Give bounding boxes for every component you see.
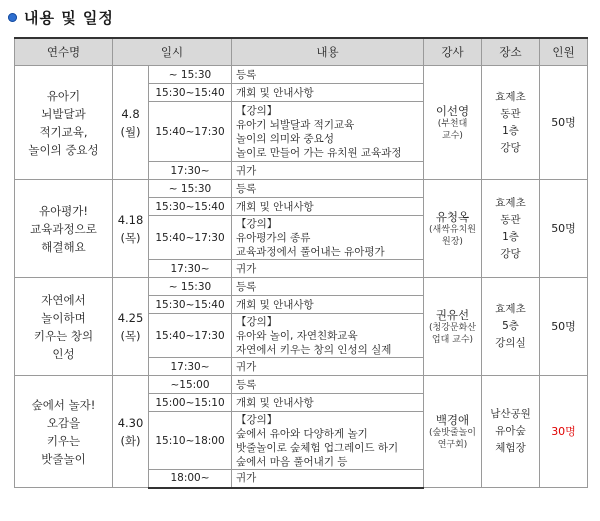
course-title-line: 유아평가! (38, 203, 89, 218)
course-title (15, 180, 113, 278)
venue-line: 강당 (500, 247, 521, 260)
session-date-line: 4.30 (117, 415, 144, 430)
session-content (232, 376, 424, 394)
course-title-line: 해결해요 (41, 239, 86, 254)
session-date-line: (목) (120, 230, 141, 245)
table-row (15, 278, 588, 296)
session-date (113, 278, 149, 376)
content-line: 귀가 (236, 262, 257, 275)
venue-line: 효제초 (495, 90, 526, 103)
content-line: 유아평가의 종류 (236, 231, 311, 244)
table-row (15, 66, 588, 84)
session-date-line: 4.25 (117, 310, 144, 325)
course-title (15, 66, 113, 180)
session-time: 17:30~ (149, 358, 232, 376)
session-content (232, 470, 424, 488)
venue-line: 동관 (500, 213, 521, 226)
session-time: 15:00~15:10 (149, 394, 232, 412)
course-title-line: 키우는 (46, 433, 81, 448)
session-time: 15:30~15:40 (149, 84, 232, 102)
course-title (15, 278, 113, 376)
session-time: 15:40~17:30 (149, 314, 232, 358)
schedule-table (14, 37, 588, 489)
content-line: 귀가 (236, 472, 257, 485)
course-title-line: 놀이의 중요성 (28, 142, 99, 157)
lecture-label: 【강의】 (236, 104, 278, 117)
session-time: 17:30~ (149, 260, 232, 278)
venue-line: 효제초 (495, 303, 526, 315)
content-line: 놀이의 의미와 중요성 (236, 132, 334, 145)
session-time: 15:10~18:00 (149, 412, 232, 470)
table-header-row (15, 38, 588, 66)
content-line: 개회 및 안내사항 (236, 298, 314, 311)
instructor-name: 유청옥 (435, 209, 470, 224)
course-title-line: 자연에서 (41, 292, 86, 307)
header-course: 연수명 (15, 38, 113, 66)
instructor-affiliation: (숲밧줄놀이 (429, 427, 476, 438)
header-content: 내용 (232, 38, 424, 66)
instructor-name: 백경애 (435, 412, 470, 427)
session-content (232, 84, 424, 102)
course-title-line: 유아기 (46, 88, 81, 103)
session-time: ~ 15:30 (149, 278, 232, 296)
course-title-line: 적기교육, (39, 124, 88, 139)
instructor-affiliation: 교수) (442, 130, 463, 141)
course-title-line: 밧줄놀이 (41, 451, 86, 466)
capacity: 50명 (540, 66, 588, 180)
venue-line: 1층 (502, 230, 519, 243)
content-line: 귀가 (236, 164, 257, 177)
table-row (15, 180, 588, 198)
venue (482, 66, 540, 180)
course-title-line: 오감을 (46, 415, 81, 430)
venue (482, 376, 540, 488)
session-time: ~15:00 (149, 376, 232, 394)
venue-line: 강당 (500, 141, 521, 154)
instructor (424, 180, 482, 278)
session-content (232, 260, 424, 278)
session-date (113, 180, 149, 278)
header-datetime: 일시 (113, 38, 232, 66)
header-instructor: 강사 (424, 38, 482, 66)
venue-line: 체험장 (495, 442, 526, 454)
session-date-line: 4.8 (121, 106, 140, 121)
session-date-line: (화) (120, 433, 141, 448)
section-title: 내용 및 일정 (24, 8, 114, 27)
content-line: 교육과정에서 풀어내는 유아평가 (236, 245, 385, 258)
session-content (232, 162, 424, 180)
venue-line: 남산공원 (490, 408, 531, 420)
instructor-affiliation: (청강문화산 (429, 322, 476, 333)
venue-line: 강의실 (495, 337, 526, 349)
lecture-label: 【강의】 (236, 315, 278, 328)
session-date-line: (목) (120, 328, 141, 343)
venue (482, 278, 540, 376)
venue-line: 1층 (502, 124, 519, 137)
content-line: 등록 (236, 182, 257, 195)
session-content (232, 102, 424, 162)
content-line: 자연에서 키우는 창의 인성의 실제 (236, 343, 392, 356)
session-content (232, 198, 424, 216)
content-line: 유아기 뇌발달과 적기교육 (236, 118, 355, 131)
session-date (113, 66, 149, 180)
session-date-line: 4.18 (117, 212, 144, 227)
bullet-icon (8, 13, 17, 22)
session-time: 18:00~ (149, 470, 232, 488)
session-content (232, 412, 424, 470)
session-date (113, 376, 149, 488)
session-time: 17:30~ (149, 162, 232, 180)
session-content (232, 314, 424, 358)
course-title-line: 교육과정으로 (30, 221, 97, 236)
session-time: 15:30~15:40 (149, 296, 232, 314)
session-time: ~ 15:30 (149, 66, 232, 84)
venue (482, 180, 540, 278)
session-content (232, 66, 424, 84)
header-count: 인원 (540, 38, 588, 66)
instructor (424, 376, 482, 488)
venue-line: 5층 (502, 320, 519, 332)
section-heading (8, 6, 114, 28)
content-line: 숲에서 마음 풀어내기 등 (236, 455, 348, 468)
course-title-line: 키우는 창의 (33, 328, 94, 343)
instructor-name: 권유선 (435, 307, 470, 322)
instructor-affiliation: 원장) (442, 236, 463, 247)
session-date-line: (월) (120, 124, 141, 139)
session-content (232, 216, 424, 260)
instructor (424, 66, 482, 180)
content-line: 개회 및 안내사항 (236, 396, 314, 409)
content-line: 등록 (236, 280, 257, 293)
instructor-name: 이선영 (435, 103, 470, 118)
venue-line: 유아숲 (495, 425, 526, 437)
session-content (232, 358, 424, 376)
instructor-affiliation: (부천대 (437, 118, 468, 129)
content-line: 밧줄놀이로 숲체험 업그레이드 하기 (236, 441, 399, 454)
instructor-affiliation: 업대 교수) (431, 334, 474, 345)
course-title-line: 뇌발달과 (41, 106, 86, 121)
content-line: 놀이로 만들어 가는 유치원 교육과정 (236, 146, 402, 159)
instructor-affiliation: (새싹유치원 (429, 224, 476, 235)
content-line: 귀가 (236, 360, 257, 373)
course-title-line: 숲에서 놀자! (31, 397, 96, 412)
content-line: 개회 및 안내사항 (236, 86, 314, 99)
course-title-line: 놀이하며 (41, 310, 86, 325)
lecture-label: 【강의】 (236, 413, 278, 426)
session-time: 15:30~15:40 (149, 198, 232, 216)
session-time: 15:40~17:30 (149, 216, 232, 260)
lecture-label: 【강의】 (236, 217, 278, 230)
content-line: 유아와 놀이, 자연친화교육 (236, 329, 358, 342)
session-content (232, 296, 424, 314)
content-line: 등록 (236, 378, 257, 391)
capacity: 30명 (540, 376, 588, 488)
content-line: 개회 및 안내사항 (236, 200, 314, 213)
instructor (424, 278, 482, 376)
content-line: 등록 (236, 68, 257, 81)
header-place: 장소 (482, 38, 540, 66)
content-line: 숲에서 유아와 다양하게 놀기 (236, 427, 368, 440)
capacity: 50명 (540, 278, 588, 376)
venue-line: 동관 (500, 107, 521, 120)
session-time: 15:40~17:30 (149, 102, 232, 162)
course-title (15, 376, 113, 488)
session-content (232, 278, 424, 296)
capacity: 50명 (540, 180, 588, 278)
course-title-line: 인성 (52, 346, 75, 361)
session-content (232, 394, 424, 412)
table-row (15, 376, 588, 394)
session-content (232, 180, 424, 198)
session-time: ~ 15:30 (149, 180, 232, 198)
venue-line: 효제초 (495, 196, 526, 209)
instructor-affiliation: 연구회) (437, 439, 468, 450)
